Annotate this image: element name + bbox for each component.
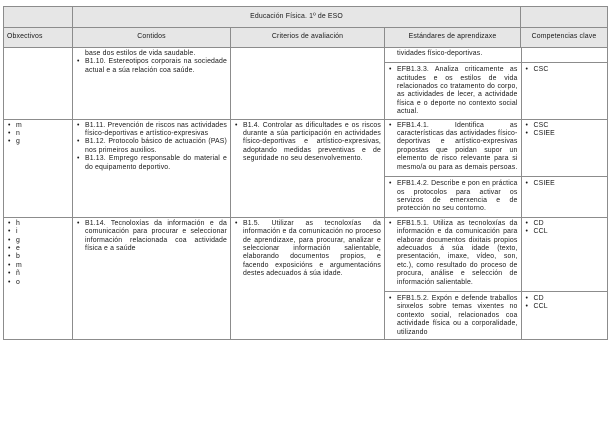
competence-item: • CD [525, 220, 605, 228]
objective-item: • g [7, 138, 69, 146]
contents-cell [73, 119, 231, 217]
header-contents: Contidos [73, 28, 231, 47]
objective-item: • g [7, 237, 69, 245]
contents-cell [73, 47, 231, 119]
standards-group [385, 217, 608, 339]
objectives-cell [4, 119, 73, 217]
standards-group [385, 47, 608, 119]
table-title-row [4, 7, 608, 28]
objectives-cell [4, 217, 73, 339]
objective-item: • n [7, 130, 69, 138]
competence-item: • CSIEE [525, 180, 605, 188]
header-objectives: Obxectivos [4, 28, 73, 47]
objective-item: • e [7, 245, 69, 253]
competence-item: • CSC [525, 66, 605, 74]
competence-item: • CCL [525, 228, 605, 236]
competence-item: • CD [525, 295, 605, 303]
criteria-cell [231, 47, 385, 119]
standard-item: • EFB1.5.1. Utiliza as tecnoloxías da información e da comunicación para elaborar documentos dixitais propios adecuados á súa idade (texto, presentación, imaxe, vídeo, son, etc.), como resultado do proceso de procura, análise e selección de información salientable. [388, 220, 518, 287]
standard-item: • EFB1.4.2. Describe e pon en práctica os protocolos para activar os servizos de emerxencia e de protección no seu contorno. [388, 180, 518, 214]
standard-item: • EFB1.5.2. Expón e defende traballos sinxelos sobre temas vixentes no contexto social, relacionados coa actividade física ou a corporalidade, utilizando [388, 295, 518, 337]
table-row [4, 119, 608, 217]
table-title: Educación Física. 1º de ESO [73, 7, 521, 28]
criteria-item: • B1.5. Utilizar as tecnoloxías da información e da comunicación no proceso de aprendizaxe, para procurar, analizar e seleccionar información salientable, elaborando documentos propios, e facendo exposicións e argumentacións destes adecuados á súa idade. [234, 220, 381, 279]
content-item: base dos estilos de vida saudable. [85, 49, 196, 57]
table-header-row [4, 28, 608, 47]
content-item: • B1.13. Emprego responsable do material e do equipamento deportivo. [76, 155, 227, 172]
standards-group [385, 119, 608, 217]
objective-item: • o [7, 279, 69, 287]
objective-item: • b [7, 253, 69, 261]
curriculum-table [3, 6, 608, 340]
content-item: • B1.11. Prevención de riscos nas actividades físico-deportivas e artístico-expresivas [76, 122, 227, 139]
objective-item: • m [7, 122, 69, 130]
header-standards: Estándares de aprendizaxe [385, 28, 521, 47]
content-item: • B1.14. Tecnoloxías da información e da comunicación para procurar e seleccionar información relacionada coa actividade física e a saúde [76, 220, 227, 254]
objective-item: • m [7, 262, 69, 270]
standard-item: • EFB1.3.3. Analiza criticamente as actitudes e os estilos de vida relacionados co tratamento do corpo, as actividades de lecer, a actividade física e o deporte no contexto social actual. [388, 66, 518, 116]
criteria-cell [231, 119, 385, 217]
objective-item: • h [7, 220, 69, 228]
criteria-cell [231, 217, 385, 339]
competence-item: • CCL [525, 303, 605, 311]
header-criteria: Criterios de avaliación [231, 28, 385, 47]
content-item: • B1.12. Protocolo básico de actuación (PAS) nos primeiros auxilios. [76, 138, 227, 155]
competence-item: • CSC [525, 122, 605, 130]
criteria-item: • B1.4. Controlar as dificultades e os riscos durante a súa participación en actividades físico-deportivas e artístico-expresivas, adoptando medidas preventivas e de seguridade no seu desenvolvemento. [234, 122, 381, 164]
content-item: • B1.10. Estereotipos corporais na sociedade actual e a súa relación coa saúde. [76, 58, 227, 75]
contents-cell [73, 217, 231, 339]
objective-item: • i [7, 228, 69, 236]
objective-item: • ñ [7, 270, 69, 278]
table-row [4, 47, 608, 119]
standard-item: tividades físico-deportivas. [397, 49, 483, 57]
table-row [4, 217, 608, 339]
competence-item: • CSIEE [525, 130, 605, 138]
objectives-cell [4, 47, 73, 119]
header-competences: Competencias clave [521, 28, 608, 47]
standard-item: • EFB1.4.1. Identifica as características das actividades físico-deportivas e artístico-expresivas propostas que poidan supor un elemento de risco relevante para si mesmo/a ou para as demais persoas. [388, 122, 518, 172]
